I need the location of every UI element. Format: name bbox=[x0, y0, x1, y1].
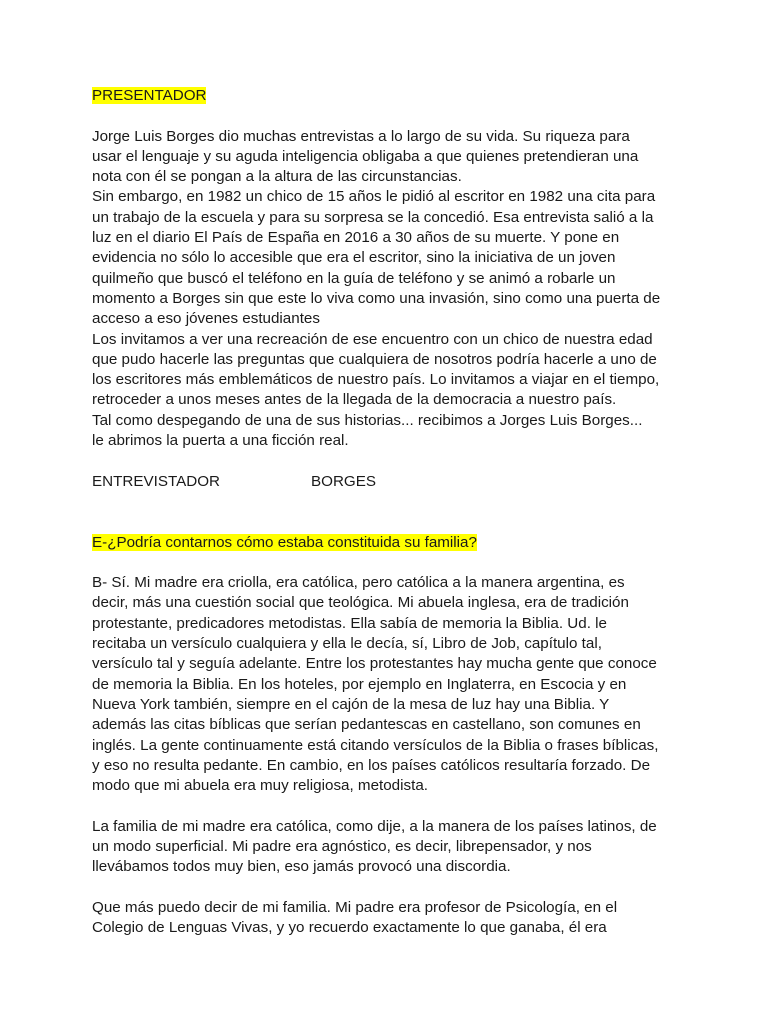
text-line: versículo tal y seguía adelante. Entre los protestantes hay mucha gente que conoce bbox=[92, 655, 657, 673]
text-line: Nueva York también, siempre en el cajón de la mesa de luz hay una Biblia. Y bbox=[92, 695, 610, 713]
text-line: decir, más una cuestión social que teológica. Mi abuela inglesa, era de tradición bbox=[92, 594, 629, 612]
text-line: los escritores más emblemáticos de nuestro país. Lo invitamos a viajar en el tiempo, bbox=[92, 371, 660, 389]
text-line: Que más puedo decir de mi familia. Mi padre era profesor de Psicología, en el bbox=[92, 898, 618, 916]
text-line: Tal como despegando de una de sus historias... recibimos a Jorges Luis Borges... bbox=[92, 411, 643, 429]
text-line: Los invitamos a ver una recreación de ese encuentro con un chico de nuestra edad bbox=[92, 330, 653, 348]
text-line: momento a Borges sin que este lo viva como una invasión, sino como una puerta de bbox=[92, 289, 661, 307]
question-text: E-¿Podría contarnos cómo estaba constituida su familia? bbox=[92, 533, 477, 551]
text-line: llevábamos todos muy bien, eso jamás provocó una discordia. bbox=[92, 858, 511, 876]
text-line: acceso a eso jóvenes estudiantes bbox=[92, 310, 320, 328]
text-line: quilmeño que buscó el teléfono en la guía de teléfono y se animó a robarle un bbox=[92, 269, 616, 287]
spacer bbox=[92, 878, 682, 898]
text-line: evidencia no sólo lo accesible que era el escritor, sino la iniciativa de un joven bbox=[92, 249, 616, 267]
answer-paragraph-2 bbox=[92, 817, 682, 878]
text-line: retroceder a unos meses antes de la llegada de la democracia a nuestro país. bbox=[92, 391, 617, 409]
text-line: La familia de mi madre era católica, como dije, a la manera de los países latinos, de bbox=[92, 817, 657, 835]
text-line: de memoria la Biblia. En los hoteles, por ejemplo en Inglaterra, en Escocia y en bbox=[92, 675, 627, 693]
document-page bbox=[92, 86, 682, 938]
question-line bbox=[92, 533, 682, 553]
text-line: un trabajo de la escuela y para su sorpresa se la concedió. Esa entrevista salió a la bbox=[92, 208, 654, 226]
text-line: un modo superficial. Mi padre era agnóstico, es decir, librepensador, y nos bbox=[92, 837, 592, 855]
presenter-heading bbox=[92, 86, 682, 106]
text-line: luz en el diario El País de España en 2016 a 30 años de su muerte. Y pone en bbox=[92, 229, 620, 247]
spacer bbox=[92, 796, 682, 816]
text-line: Jorge Luis Borges dio muchas entrevistas a lo largo de su vida. Su riqueza para bbox=[92, 127, 630, 145]
text-line: inglés. La gente continuamente está citando versículos de la Biblia o frases bíblicas, bbox=[92, 736, 659, 754]
spacer bbox=[92, 106, 682, 126]
borges-header: BORGES bbox=[311, 472, 376, 490]
text-line: recitaba un versículo cualquiera y ella le decía, sí, Libro de Job, capítulo tal, bbox=[92, 635, 602, 653]
text-line: además las citas bíblicas que serían pedantescas en castellano, son comunes en bbox=[92, 716, 641, 734]
text-line: nota con él se pongan a la altura de las circunstancias. bbox=[92, 168, 462, 186]
presenter-text bbox=[92, 127, 682, 452]
presenter-label: PRESENTADOR bbox=[92, 87, 207, 104]
spacer bbox=[92, 553, 682, 573]
text-line: que pudo hacerle las preguntas que cualquiera de nosotros podría hacerle a uno de bbox=[92, 350, 657, 368]
text-line: le abrimos la puerta a una ficción real. bbox=[92, 432, 349, 450]
text-line: modo que mi abuela era muy religiosa, metodista. bbox=[92, 777, 428, 795]
answer-paragraph-1 bbox=[92, 573, 682, 796]
answer-paragraph-3 bbox=[92, 898, 682, 939]
text-line: protestante, predicadores metodistas. Ella sabía de memoria la Biblia. Ud. le bbox=[92, 614, 607, 632]
text-line: y eso no resulta pedante. En cambio, en los países católicos resultaría forzado. De bbox=[92, 756, 651, 774]
spacer bbox=[92, 512, 682, 532]
text-line: Sin embargo, en 1982 un chico de 15 años le pidió al escritor en 1982 una cita para bbox=[92, 188, 656, 206]
text-line: Colegio de Lenguas Vivas, y yo recuerdo exactamente lo que ganaba, él era bbox=[92, 919, 607, 937]
interviewer-header: ENTREVISTADOR bbox=[92, 472, 220, 490]
spacer bbox=[92, 492, 682, 512]
column-headers bbox=[92, 472, 682, 492]
spacer bbox=[92, 451, 682, 471]
text-line: B- Sí. Mi madre era criolla, era católica, pero católica a la manera argentina, es bbox=[92, 574, 625, 592]
text-line: usar el lenguaje y su aguda inteligencia obligaba a que quienes pretendieran una bbox=[92, 147, 639, 165]
